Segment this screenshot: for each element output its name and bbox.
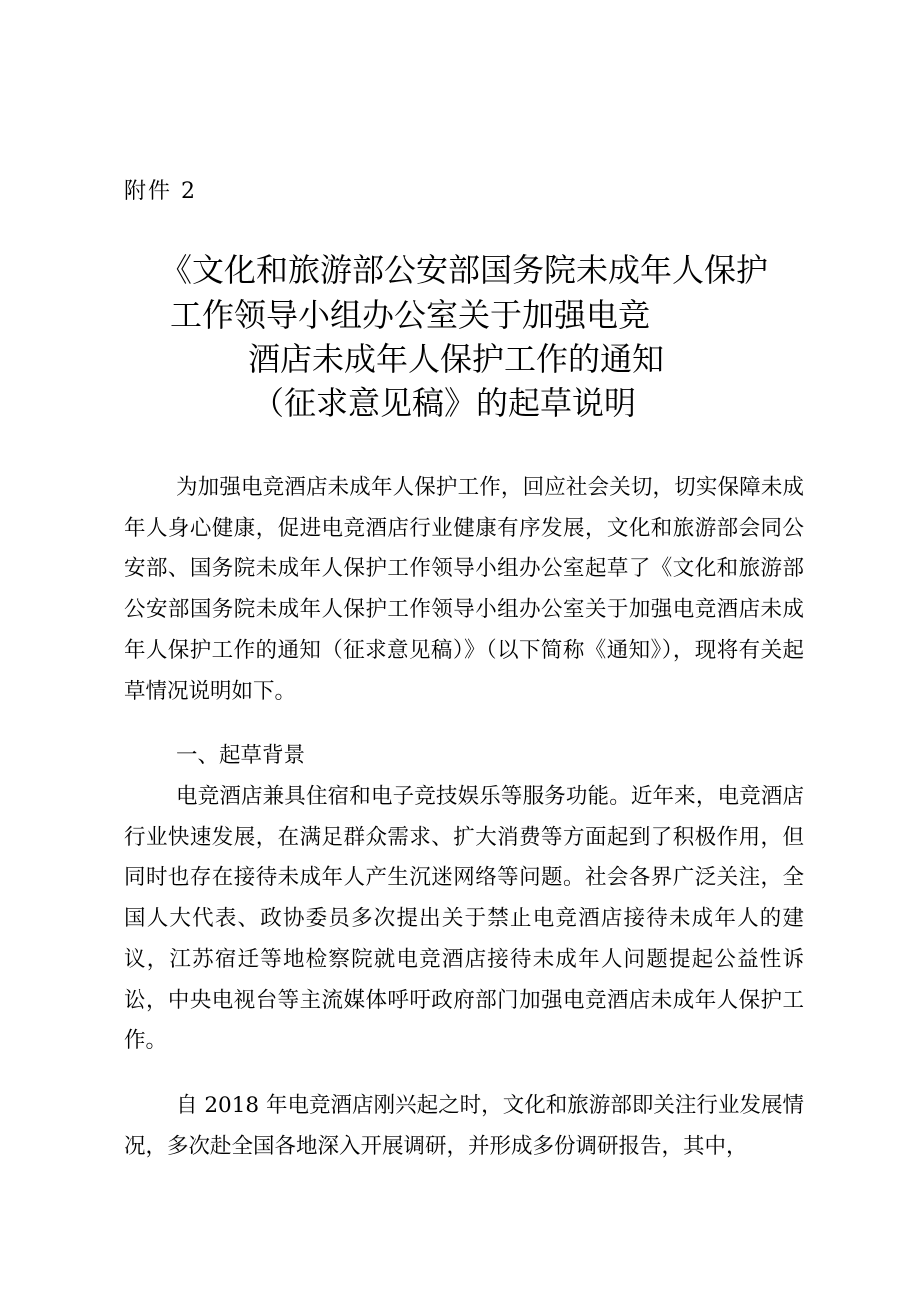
- attachment-label: 附件 2: [124, 179, 197, 204]
- paragraph-intro-text: 为加强电竞酒店未成年人保护工作，回应社会关切，切实保障未成年人身心健康，促进电竞酒店行业健康有序发展，文化和旅游部会同公安部、国务院未成年人保护工作领导小组办公室起草了《文化和旅游部公安部国务院未成年人保护工作领导小组办公室关于加强电竞酒店未成年人保护工作的通知（征求意见稿）》（以下简称《通知》），现将有关起草情况说明如下。: [124, 475, 804, 704]
- section-heading: [124, 736, 804, 777]
- title-line-1: 《文化和旅游部公安部国务院未成年人保护: [160, 251, 769, 289]
- title-line-3: 酒店未成年人保护工作的通知: [248, 340, 665, 378]
- paragraph-history: [124, 1086, 804, 1167]
- paragraph-background-text: 电竞酒店兼具住宿和电子竞技娱乐等服务功能。近年来，电竞酒店行业快速发展，在满足群众需求、扩大消费等方面起到了积极作用，但同时也存在接待未成年人产生沉迷网络等问题。社会各界广泛关注，全国人大代表、政协委员多次提出关于禁止电竞酒店接待未成年人的建议，江苏宿迁等地检察院就电竞酒店接待未成年人问题提起公益性诉讼，中央电视台等主流媒体呼吁政府部门加强电竞酒店未成年人保护工作。: [124, 784, 804, 1054]
- title-line-2: 工作领导小组办公室关于加强电竞: [170, 296, 651, 334]
- paragraph-background: [124, 777, 804, 1062]
- title-line-4: （征求意见稿》的起草说明: [252, 384, 637, 422]
- paragraph-history-text: 自 2018 年电竞酒店刚兴起之时，文化和旅游部即关注行业发展情况，多次赴全国各地深入开展调研，并形成多份调研报告，其中，: [124, 1093, 804, 1159]
- section-heading-text: 一、起草背景: [176, 743, 306, 768]
- paragraph-intro: [124, 468, 804, 712]
